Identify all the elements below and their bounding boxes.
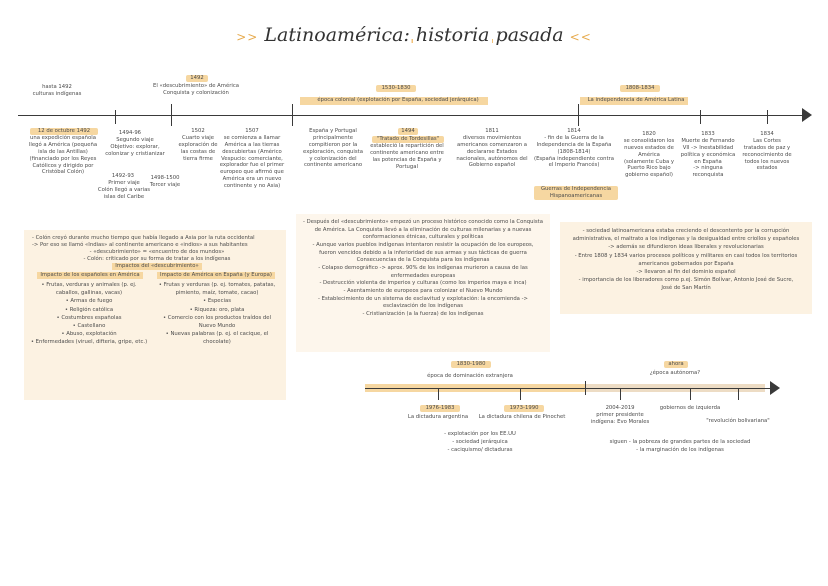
text-1494-96: Segundo viaje Objetivo: explorar, colonizar y cristianizar — [105, 137, 165, 157]
text-evo-morales: primer presidente indígena: Evo Morales — [590, 412, 650, 425]
tick — [115, 110, 116, 124]
text-1811: 1811 diversos movimientos americanos comenzaron a declararse Estados nacionales, autónomos del Gobierno español — [456, 128, 528, 169]
label-tratado-tordesillas: "Tratado de Tordesillas" — [372, 136, 444, 143]
tick — [171, 104, 172, 126]
tick — [738, 388, 739, 400]
date-2004-2019: 2004-2019 — [605, 405, 635, 411]
tick — [292, 104, 293, 126]
colon-line: -> Por eso se llamó «Indias» al continente americano e «indios» a sus habitantes — [32, 242, 248, 248]
colon-line: - Colón creyó durante mucho tiempo que había llegado a Asia por la ruta occidental — [32, 235, 255, 241]
text-1834: 1834 Las Cortes tratados de paz y reconocimiento de todos los nuevos estados — [742, 131, 792, 172]
date-12-octubre-1492: 12 de octubre 1492 — [30, 128, 98, 135]
text-1820: 1820 se consolidaron los nuevos estados de América (solamente Cuba y Puerto Rico bajo gobierno español) — [623, 131, 675, 179]
text-dictadura-chilena: La dictadura chilena de Pinochet — [478, 414, 566, 420]
text-siguen: siguen - la pobreza de grandes partes de la sociedad - la marginación de los indígenas — [609, 439, 751, 454]
text-1492-93: Primer viaje Colón llegó a varias islas del Caribe — [97, 180, 151, 200]
text-tordesillas: estableció la repartición del continente americano entre las potencias de España y Portugal — [370, 143, 444, 170]
independencia-text: - sociedad latinoamericana estaba creciendo el descontento por la corrupción administrativa, el maltrato a los indígenas y la desigualdad entre criollos y españoles -> además se difundieron ideas liberales y revolucionarias - Entre 1808 y 1834 varios procesos políticos y militares en casi todos los territorios americanos gobernados por España -> llevaron al fin del dominio español - importancia de los liberadores como p.ej. Simón Bolívar, Antonio José de Sucre, José de San Martín — [572, 228, 800, 292]
label-dominacion: época de dominación extranjera — [427, 373, 513, 379]
date-1492-93: 1492-93 — [111, 173, 135, 179]
tick — [690, 388, 691, 400]
label-1830-1980: 1830-1980 — [451, 361, 491, 368]
tick — [578, 104, 579, 126]
timeline-1-arrow — [802, 108, 812, 122]
date-1494-tordesillas: 1494 — [398, 128, 418, 135]
date-1976-1983: 1976-1983 — [420, 405, 460, 412]
timeline-1-axis — [18, 115, 808, 116]
tick — [520, 388, 521, 400]
col1-list: • Frutas, verduras y animales (p. ej. caballos, gallinas, vacas) • Armas de fuego • Religión católica • Costumbres españolas • Castellano • Abuso, explotación • Enfermedades (viruel, difteria, gripe, etc.) — [30, 282, 148, 346]
text-12-octubre-1492: una expedición española llegó a América (pequeña isla de las Antillas) (financiado por los Reyes Católicos y dirigido por Cristóbal Colón) — [28, 135, 98, 176]
col2-list: • Frutas y verduras (p. ej. tomates, patatas, pimiento, maíz, tomate, cacao) • Especias • Riqueza: oro, plata • Comercio con los productos traídos del Nuevo Mundo • Nuevas palabras (p. ej. el cacique, el chocolate) — [158, 282, 276, 346]
tick — [620, 388, 621, 400]
tick — [767, 110, 768, 124]
timeline-2-arrow — [770, 381, 780, 395]
tick — [585, 381, 586, 395]
impactos-heading — [32, 263, 282, 270]
text-dictadura-argentina: La dictadura argentina — [407, 414, 469, 420]
box-colon — [24, 230, 286, 400]
text-dictaduras-list: - explotación por los EE.UU - sociedad jerárquica - caciquismo/ dictaduras — [444, 431, 516, 454]
label-1808-1834: 1808-1834 — [620, 85, 660, 92]
label-hasta-1492: hasta 1492 culturas indígenas — [32, 84, 82, 97]
text-gobiernos-izquierda: gobiernos de izquierda — [659, 405, 721, 411]
tick — [700, 110, 701, 124]
col1-title-text: Impacto de los españoles en América — [37, 272, 142, 279]
label-epoca-colonial: época colonial (explotación por España, sociedad jerárquica) — [317, 97, 479, 103]
title-text: Latinoamérica: historia pasada — [264, 24, 564, 46]
impactos-heading-text: Impactos del «descubrimiento» — [112, 263, 202, 270]
conquista-text: - Después del «descubrimiento» empezó un proceso histórico conocido como la Conquista de América. La Conquista llevó a la eliminación de culturas milenarias y a nuevas conformaciones étnicas, culturales y políticas - Aunque varios pueblos indígenas intentaron resistir la ocupación de los europeos, fueron vencidos debido a la inferioridad de sus armas y sus tácticas de guerra Consecuencias de la Conquista para los indígenas - Colapso demográfico -> aprox. 90% de los indígenas murieron a causa de las enfermedades europeas - Destrucción violenta de imperios y culturas (como los imperios maya e inca) - Asentamiento de europeos para colonizar el Nuevo Mundo - Establecimiento de un sistema de esclavitud y explotación: la encomienda -> esclavización de los indígenas - Cristianización (a la fuerza) de los indígenas — [303, 219, 543, 318]
col1-title — [28, 272, 152, 279]
colon-line: - Colón: criticado por su forma de tratar a los indígenas — [83, 256, 231, 262]
label-1530-1830: 1530-1830 — [376, 85, 416, 92]
label-descubrimiento: El «descubrimiento» de América Conquista y colonización — [152, 83, 240, 96]
box-conquista — [296, 214, 550, 352]
colon-line: - «descubrimiento» = «encuentro de dos mundos» — [89, 249, 225, 255]
title-left-deco: >> — [236, 30, 259, 44]
date-1973-1990: 1973-1990 — [504, 405, 544, 412]
tick — [438, 388, 439, 400]
col2-title-text: Impacto de América en España (y Europa) — [157, 272, 275, 279]
col2-title — [150, 272, 282, 279]
date-1494-96: 1494-96 — [118, 130, 142, 136]
timeline-2-axis — [365, 388, 775, 389]
page-title — [0, 24, 828, 46]
label-1492: 1492 — [186, 75, 208, 82]
text-1507: 1507 se comienza a llamar América a las tierras descubiertas (Américo Vespucio: comerciante, explorador fue el primer europeo que afirmó que América era un nuevo continente y no Asia) — [219, 128, 285, 189]
text-1814: 1814 - fin de la Guerra de la Independencia de la España (1808-1814) (España independiente contra el Imperio Francés) — [534, 128, 614, 169]
label-independencia: La independencia de América Latina — [587, 97, 685, 103]
box-independencia — [560, 222, 812, 314]
text-1502: 1502 Cuarto viaje exploración de las costas de tierra firme — [178, 128, 218, 162]
label-guerras-independencia: Guerras de Independencia Hispanoamericanas — [534, 186, 618, 200]
text-revolucion-bolivariana: "revolución bolivariana" — [706, 418, 770, 424]
text-1833: 1833 Muerte de Fernando VII -> Inestabilidad política y económica en España -> ninguna reconquista — [680, 131, 736, 179]
text-espana-portugal: España y Portugal principalmente compitieron por la exploración, conquista y colonización del continente americano — [303, 128, 363, 169]
text-1498-1500: 1498-1500 Tercer viaje — [149, 175, 181, 188]
label-ahora: ahora — [664, 361, 688, 368]
label-epoca-autonoma: ¿época autónoma? — [649, 370, 701, 376]
title-right-deco: << — [569, 30, 592, 44]
